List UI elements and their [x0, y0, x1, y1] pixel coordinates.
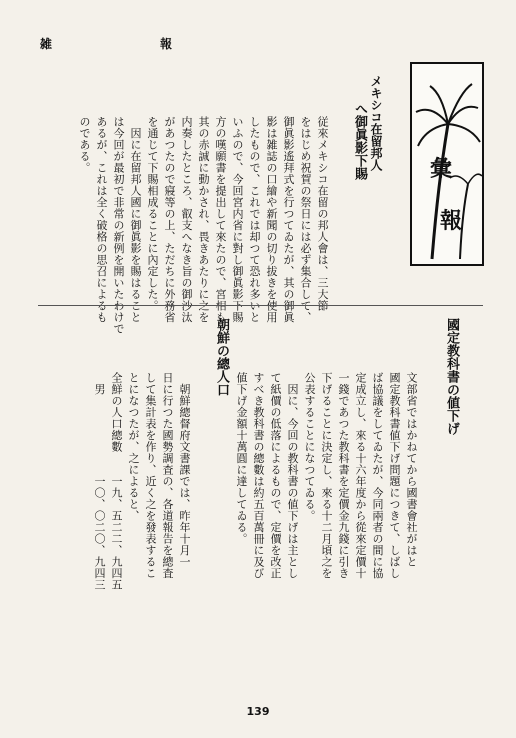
- mexico-line: 因に在留邦人國に御眞影を賜はること: [129, 116, 142, 323]
- mexico-line: いふので、今回宮内省に對し御眞影下賜: [231, 116, 244, 323]
- logo-char-1: 彙: [430, 157, 453, 182]
- mexico-line: 影は雑誌の口繪や新聞の切り拔きを使用: [265, 116, 278, 323]
- korea-title: 朝鮮の總人口: [214, 318, 229, 396]
- textbook-line: 國定教科書値下げ問題につきて、しばし: [388, 372, 401, 579]
- korea-line: して集計表を作り、近く之を發表するこ: [144, 372, 157, 579]
- mexico-line: があつたので寢等の上、ただちに外務省: [163, 116, 176, 323]
- textbook-line: 値下げ金額十萬圓に達してゐる。: [235, 372, 248, 545]
- korea-line: 日に行つた國勢調査の、各道報告を總査: [161, 372, 174, 579]
- mexico-line: を通じて下賜相成ることに內定した。: [146, 116, 159, 312]
- korea-line: 男 一〇、〇二〇、九四三: [93, 372, 106, 591]
- textbook-line: 公表することになつてゐる。: [303, 372, 316, 522]
- textbook-body: [235, 318, 437, 579]
- mexico-body: [60, 62, 348, 335]
- mexico-title-main: へ御眞影下賜: [352, 102, 367, 180]
- korea-body: [55, 318, 210, 698]
- textbook-line: 文部省ではかねてから國書會社がはと: [405, 372, 418, 568]
- mexico-line: をはじめ祝賀の祭日には必ず集合して、: [299, 116, 312, 323]
- page-number: 139: [246, 705, 270, 718]
- mexico-line: 御眞影遙拜式を行つてゐたが、其の御眞: [282, 116, 295, 323]
- mexico-line: あるが、これは全く破格の思召によるも: [95, 116, 108, 323]
- korea-line: とになつたが、之によると、: [127, 372, 140, 522]
- mexico-line: は今回が最初で非常の新例を開いたわけで: [112, 116, 125, 335]
- logo-char-2: 報: [440, 209, 463, 234]
- mexico-line: 方の嘆願書を提出して來たので、宮相も: [214, 116, 227, 323]
- textbook-line: 定成立し、來る十六年度から從來定價十: [354, 372, 367, 579]
- mexico-line: 内奏したところ、叡支へなき旨の御沙汰: [180, 116, 193, 323]
- mexico-line: したもので、これでは却つて恐れ多いと: [248, 116, 261, 323]
- mexico-line: 其の赤誠に動かされ、畏きあたりに之を: [197, 116, 210, 323]
- textbook-line: 下げることに決定し、來る十二月頃之を: [320, 372, 333, 579]
- section-divider: [38, 305, 483, 306]
- section-logo: [410, 62, 484, 266]
- korea-line: 朝鮮總督府文書課では、昨年十月一: [178, 372, 191, 568]
- textbook-line: すべき教科書の總數は約五百萬冊に及び: [252, 372, 265, 579]
- textbook-line: て紙價の低落によるもので、定價を改正: [269, 372, 282, 579]
- mexico-line: のである。: [78, 116, 91, 174]
- textbook-line: 一錢であつた教科書を定價金九錢に引き: [337, 372, 350, 579]
- textbook-line: 因に、今回の教科書の値下げは主とし: [286, 372, 299, 579]
- mexico-line: 従來メキシコ在留の邦人會は、三大節: [316, 116, 329, 312]
- textbook-line: ば協議をしてゐたが、今同兩者の間に協: [371, 372, 384, 579]
- running-head: 雑 報: [40, 37, 221, 51]
- mexico-title-small: メキシコ在留邦人: [369, 75, 383, 171]
- korea-line: 全鮮の人口總數 一九、五二二、九四五: [110, 372, 123, 591]
- textbook-title: 國定教科書の値下げ: [444, 318, 459, 435]
